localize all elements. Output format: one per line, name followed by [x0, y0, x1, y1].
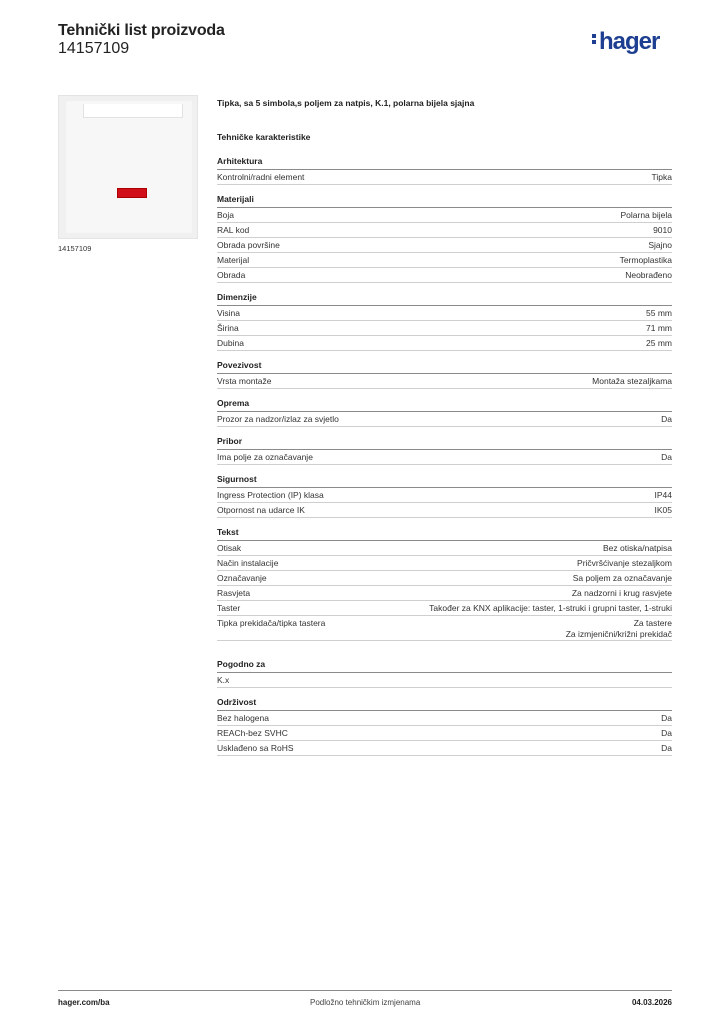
spec-value-line: 9010 [653, 225, 672, 235]
spec-value-line: Bez otiska/natpisa [603, 543, 672, 553]
spec-label: Prozor za nadzor/izlaz za svjetlo [217, 414, 339, 424]
group-title: Održivost [217, 697, 672, 711]
spec-label: Tipka prekidača/tipka tastera [217, 618, 326, 628]
group-title: Tekst [217, 527, 672, 541]
spec-value-line: Da [661, 452, 672, 462]
product-number: 14157109 [58, 40, 130, 57]
spec-row [217, 208, 672, 223]
spec-value [661, 728, 672, 739]
spec-group [217, 436, 672, 465]
spec-group [217, 194, 672, 283]
switch-plate [65, 100, 193, 234]
spec-value-line: Za izmjenični/križni prekidač [565, 629, 672, 639]
group-title: Materijali [217, 194, 672, 208]
spec-value [655, 490, 673, 501]
spec-row [217, 673, 672, 688]
spec-value-line: Termoplastika [619, 255, 672, 265]
spec-value [592, 376, 672, 387]
page-title: Tehnički list proizvoda [58, 22, 225, 39]
group-title: Pribor [217, 436, 672, 450]
spec-row [217, 541, 672, 556]
spec-group [217, 398, 672, 427]
spec-value-line: Da [661, 743, 672, 753]
spec-value [429, 603, 672, 614]
label-field [83, 104, 183, 118]
group-title: Pogodno za [217, 659, 672, 673]
spec-value-line: Pričvršćivanje stezaljkom [577, 558, 672, 568]
spec-value [625, 270, 672, 281]
logo-dots-icon [592, 32, 597, 46]
group-title: Oprema [217, 398, 672, 412]
spec-row [217, 601, 672, 616]
spec-label: Materijal [217, 255, 250, 265]
spec-group [217, 360, 672, 389]
spec-content [217, 98, 672, 765]
spec-groups [217, 156, 672, 756]
spec-label: Otpornost na udarce IK [217, 505, 305, 515]
spec-row [217, 503, 672, 518]
footer-notice: Podložno tehničkim izmjenama [310, 998, 421, 1007]
spec-row [217, 306, 672, 321]
spec-row [217, 726, 672, 741]
spec-value [648, 240, 672, 251]
spec-group [217, 474, 672, 518]
spec-value [603, 543, 672, 554]
spec-label: Ima polje za označavanje [217, 452, 313, 462]
spec-value-line: Neobrađeno [625, 270, 672, 280]
logo-text: hager [599, 28, 660, 55]
spec-value [620, 210, 672, 221]
spec-row [217, 488, 672, 503]
spec-value-line: Polarna bijela [620, 210, 672, 220]
spec-label: Obrada površine [217, 240, 280, 250]
product-description: Tipka, sa 5 simbola,s poljem za natpis, K.1, polarna bijela sjajna [217, 98, 475, 108]
spec-label: Obrada [217, 270, 246, 280]
spec-value [661, 414, 672, 425]
footer-date: 04.03.2026 [631, 998, 672, 1007]
spec-label: Ingress Protection (IP) klasa [217, 490, 324, 500]
spec-label: Način instalacije [217, 558, 279, 568]
spec-row [217, 223, 672, 238]
spec-value [646, 308, 672, 319]
spec-value-line: Da [661, 414, 672, 424]
spec-value [573, 573, 672, 584]
spec-value [566, 618, 672, 640]
footer-divider [58, 990, 672, 991]
footer-website[interactable]: hager.com/ba [58, 998, 110, 1007]
spec-label: Visina [217, 308, 240, 318]
spec-row [217, 268, 672, 283]
spec-value [661, 452, 672, 463]
group-title: Povezivost [217, 360, 672, 374]
spec-row [217, 253, 672, 268]
spec-row [217, 374, 672, 389]
spec-value-line: Sjajno [648, 240, 672, 250]
spec-label: Širina [217, 323, 239, 333]
spec-value [646, 323, 672, 334]
spec-label: Boja [217, 210, 235, 220]
spec-row [217, 741, 672, 756]
spec-value-line: Da [661, 728, 672, 738]
spec-value [646, 338, 672, 349]
spec-row [217, 238, 672, 253]
spec-group [217, 659, 672, 688]
spec-row [217, 412, 672, 427]
spec-row [217, 556, 672, 571]
spec-row [217, 571, 672, 586]
spec-row [217, 336, 672, 351]
hager-logo[interactable] [592, 28, 659, 56]
spec-value-line: 55 mm [646, 308, 672, 318]
image-caption: 14157109 [58, 244, 92, 253]
spec-value-line: Također za KNX aplikacije: taster, 1-struki i grupni taster, 1-struki [429, 603, 672, 613]
spec-value-line: Tipka [651, 172, 672, 182]
spec-label: Bez halogena [217, 713, 269, 723]
spec-label: Taster [217, 603, 241, 613]
spec-label: RAL kod [217, 225, 250, 235]
spec-label: Označavanje [217, 573, 267, 583]
spec-group [217, 292, 672, 351]
spec-value-line: Montaža stezaljkama [592, 376, 672, 386]
spec-value-line: 71 mm [646, 323, 672, 333]
spec-value [572, 588, 672, 599]
spec-row [217, 711, 672, 726]
spec-value [655, 505, 673, 516]
spec-group [217, 156, 672, 185]
spec-group [217, 697, 672, 756]
spec-value-line: Da [661, 713, 672, 723]
spec-label: K.x [217, 675, 230, 685]
spec-row [217, 321, 672, 336]
spec-row [217, 616, 672, 641]
spec-value-line: Sa poljem za označavanje [572, 573, 672, 583]
spec-label: Rasvjeta [217, 588, 251, 598]
spec-label: Otisak [217, 543, 242, 553]
spec-value [653, 225, 672, 236]
section-title: Tehničke karakteristike [217, 132, 311, 142]
spec-value [620, 255, 672, 266]
spec-value [661, 743, 672, 754]
spec-label: Usklađeno sa RoHS [217, 743, 294, 753]
group-title: Dimenzije [217, 292, 672, 306]
group-title: Arhitektura [217, 156, 672, 170]
spec-value-line: IP44 [654, 490, 672, 500]
spec-label: Vrsta montaže [217, 376, 272, 386]
spec-value-line: Za tastere [633, 618, 672, 628]
group-title: Sigurnost [217, 474, 672, 488]
indicator-window [117, 188, 147, 198]
product-image [58, 95, 198, 239]
spec-value-line: Za nadzorni i krug rasvjete [571, 588, 672, 598]
spec-row [217, 586, 672, 601]
spec-value [652, 172, 672, 183]
spec-value-line: 25 mm [646, 338, 672, 348]
spec-value-line: IK05 [654, 505, 672, 515]
spec-label: Dubina [217, 338, 244, 348]
spec-row [217, 170, 672, 185]
spec-label: REACh-bez SVHC [217, 728, 288, 738]
spec-group [217, 527, 672, 641]
spec-value [661, 713, 672, 724]
spec-value [577, 558, 672, 569]
spec-row [217, 450, 672, 465]
spec-label: Kontrolni/radni element [217, 172, 305, 182]
